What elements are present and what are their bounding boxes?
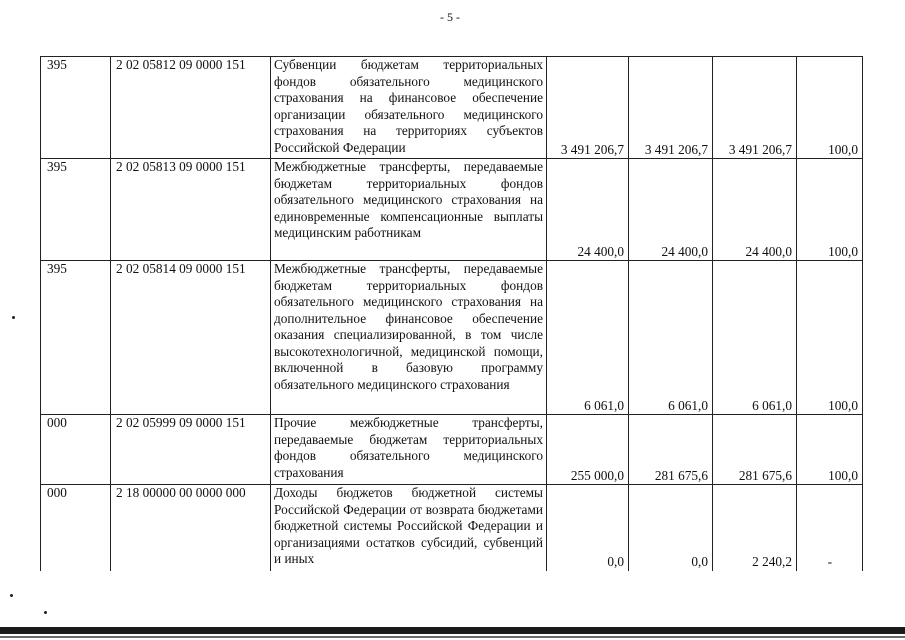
description-cell: Прочие межбюджетные трансферты, передаваемые бюджетам территориальных фондов обязательного медицинского страхования	[271, 415, 547, 485]
value-cell-2: 0,0	[629, 485, 713, 571]
scan-speck	[10, 594, 13, 597]
value-cell-2: 3 491 206,7	[629, 57, 713, 159]
percent-cell: 100,0	[797, 415, 863, 485]
admin-code-cell: 395	[41, 159, 111, 261]
description-cell: Межбюджетные трансферты, передаваемые бюджетам территориальных фондов обязательного медицинского страхования на единовременные компенсационные выплаты медицинским работникам	[271, 159, 547, 261]
description-cell: Субвенции бюджетам территориальных фондов обязательного медицинского страхования на финансовое обеспечение организации обязательного медицинского страхования на территориях субъектов Российской Федерации	[271, 57, 547, 159]
table-row	[41, 57, 863, 159]
budget-code-cell: 2 02 05814 09 0000 151	[111, 261, 271, 415]
value-cell-1: 24 400,0	[547, 159, 629, 261]
value-cell-1: 255 000,0	[547, 415, 629, 485]
value-cell-1: 3 491 206,7	[547, 57, 629, 159]
value-cell-2: 281 675,6	[629, 415, 713, 485]
admin-code-cell: 395	[41, 261, 111, 415]
table-row	[41, 485, 863, 571]
value-cell-3: 281 675,6	[713, 415, 797, 485]
page-number: - 5 -	[440, 10, 460, 24]
table-row	[41, 159, 863, 261]
value-cell-3: 6 061,0	[713, 261, 797, 415]
value-cell-1: 0,0	[547, 485, 629, 571]
scan-edge-line	[0, 636, 905, 638]
table-row	[41, 261, 863, 415]
admin-code-cell: 000	[41, 485, 111, 571]
percent-cell: 100,0	[797, 57, 863, 159]
budget-code-cell: 2 02 05813 09 0000 151	[111, 159, 271, 261]
admin-code-cell: 395	[41, 57, 111, 159]
value-cell-3: 3 491 206,7	[713, 57, 797, 159]
budget-table	[40, 56, 863, 571]
budget-code-cell: 2 02 05812 09 0000 151	[111, 57, 271, 159]
description-cell: Межбюджетные трансферты, передаваемые бюджетам территориальных фондов обязательного медицинского страхования на дополнительное финансовое обеспечение оказания специализированной, в том числе высокотехнологичной, медицинской помощи, включенной в базовую программу обязательного медицинского страхования	[271, 261, 547, 415]
percent-cell: -	[797, 485, 863, 571]
percent-cell: 100,0	[797, 261, 863, 415]
value-cell-2: 6 061,0	[629, 261, 713, 415]
table-row	[41, 415, 863, 485]
value-cell-2: 24 400,0	[629, 159, 713, 261]
budget-code-cell: 2 18 00000 00 0000 000	[111, 485, 271, 571]
budget-code-cell: 2 02 05999 09 0000 151	[111, 415, 271, 485]
admin-code-cell: 000	[41, 415, 111, 485]
value-cell-1: 6 061,0	[547, 261, 629, 415]
percent-cell: 100,0	[797, 159, 863, 261]
scan-edge-bar	[0, 627, 905, 634]
value-cell-3: 2 240,2	[713, 485, 797, 571]
scan-speck	[12, 316, 15, 319]
scan-speck	[44, 611, 47, 614]
value-cell-3: 24 400,0	[713, 159, 797, 261]
description-cell: Доходы бюджетов бюджетной системы Российской Федерации от возврата бюджетами бюджетной системы Российской Федерации и организациями остатков субсидий, субвенций и иных	[271, 485, 547, 571]
